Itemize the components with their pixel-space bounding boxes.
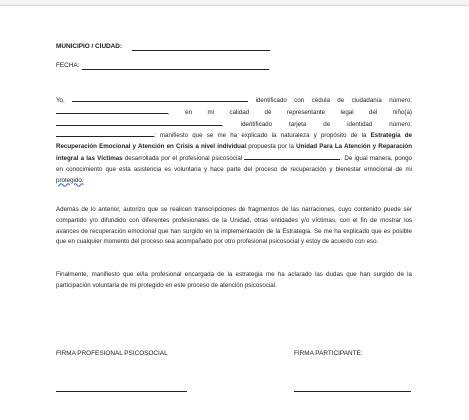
professional-signature-line[interactable] (56, 391, 187, 392)
fecha-label: FECHA: (56, 62, 80, 69)
municipio-label: MUNICIPIO / CIUDAD: (56, 43, 123, 50)
participant-signature-line[interactable] (294, 391, 411, 392)
calidad-text: , en mi calidad de representante legal del niño(a) (168, 108, 412, 116)
name-field[interactable] (72, 95, 248, 102)
tarjeta-text: , identificado tarjeta de identidad número: (222, 120, 412, 128)
consent-paragraph-2: Además de lo anterior, autorizo que se realicen transcripciones de fragmentos de las narraciones, cuyo contenido puede ser compartido y/o difundido con diferentes profesionales de la Unidad, otras entidades y/o víctimas, con el fin de mostrar los avances de recuperación emocional que han surgido en la implementación de la Estrategia. Se me ha explicado que es posible que en cualquier momento del proceso sea acompañado por otro profesional psicosocial y estoy de acuerdo con eso. (56, 206, 412, 246)
unidad-name: Unidad Para La Atención y Reparación integral a las Víctimas (56, 143, 412, 162)
desarrollada-text: desarrollada por el profesional psicosocial (122, 154, 243, 162)
consent-paragraph-1 (56, 95, 412, 186)
identificado-cedula-text: identificado con cédula de ciudadanía número: (255, 97, 412, 104)
professional-name-field[interactable] (244, 153, 340, 160)
municipio-field[interactable] (132, 50, 270, 51)
propuesta-text: propuesta por la (246, 143, 294, 151)
cedula-field[interactable] (56, 107, 168, 114)
protegido-word: protegido. (56, 176, 84, 184)
yo-text: Yo, (56, 97, 65, 104)
professional-signature-label: FIRMA PROFESIONAL PSICOSOCIAL (56, 350, 168, 357)
estrategia-name: Estrategia de Recuperación Emocional y Atención en Crisis a nivel individual (56, 132, 412, 151)
igual-manera-text: . De igual manera, pongo en conocimiento que esta asistencia es voluntaria y hace parte del proceso de recuperación y bienestar emocional de mi (56, 154, 412, 173)
child-name-field[interactable] (56, 119, 222, 126)
consent-paragraph-3: Finalmente, manifiesto que el/la profesional encargada de la estrategia me ha aclarado las dudas que han surgido de la participación voluntaria de mi protegido en este proceso de atención psicosocial. (56, 271, 412, 289)
tarjeta-field[interactable] (56, 130, 154, 137)
participant-signature-label: FIRMA PARTICIPANTE: (294, 350, 363, 357)
fecha-field[interactable] (82, 69, 269, 70)
page-top-edge (0, 0, 469, 6)
manifiesto-text: ; manifiesto que se me ha explicado la naturaleza y propósito de la (154, 132, 367, 140)
